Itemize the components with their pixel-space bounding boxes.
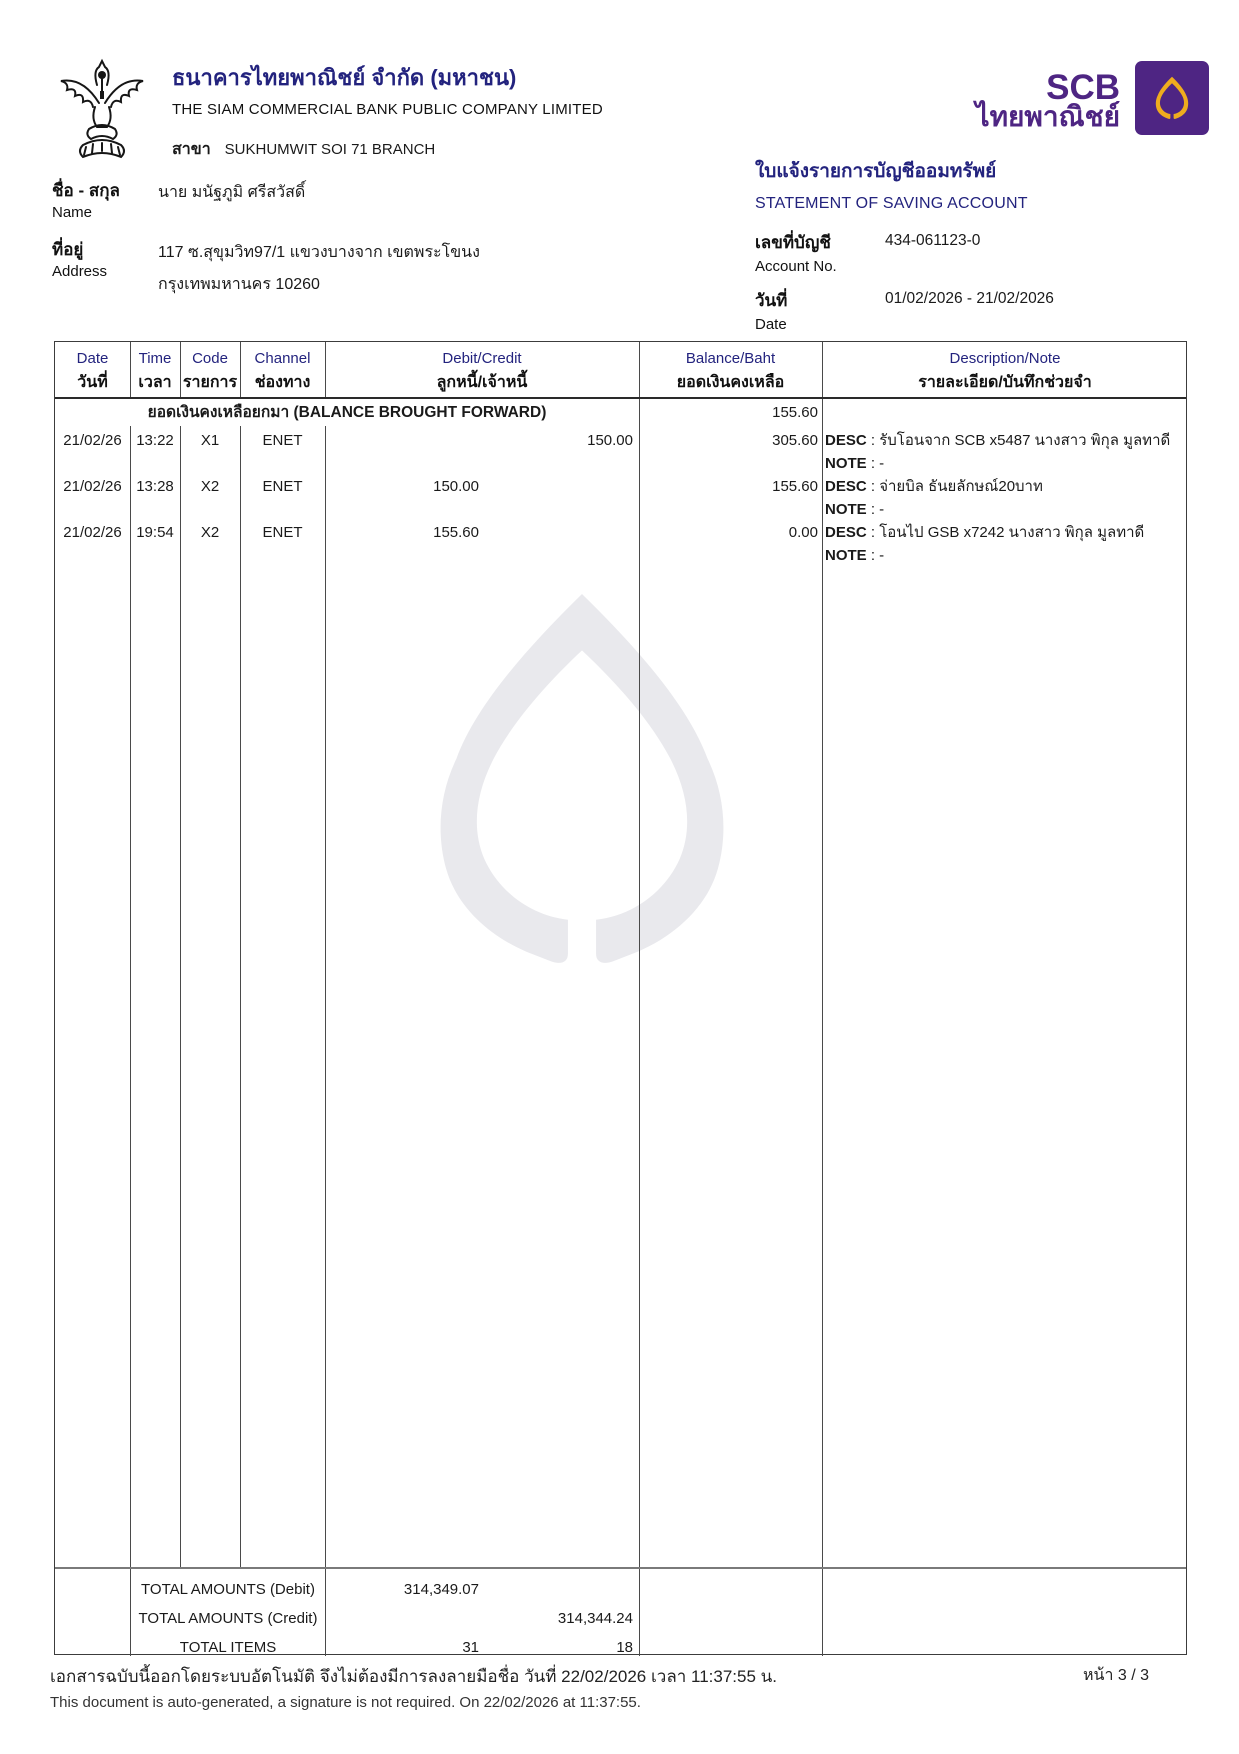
account-no-label-thai: เลขที่บัญชี <box>755 233 831 252</box>
col-header-date-en: Date <box>76 350 109 367</box>
note-text: : - <box>870 455 885 472</box>
garuda-emblem-icon <box>53 57 151 165</box>
scb-leaf-logo-icon <box>1135 61 1209 135</box>
txn-code: X1 <box>200 432 220 449</box>
footer-auto-generated-thai: เอกสารฉบับนี้ออกโดยระบบอัตโนมัติ จึงไม่ต้องมีการลงลายมือชื่อ วันที่ 22/02/2026 เวลา 11:37:55 น. <box>50 1667 778 1686</box>
note-text: : - <box>870 501 885 518</box>
address-label-thai: ที่อยู่ <box>52 240 84 259</box>
table-row <box>55 522 1188 568</box>
col-header-description-th: รายละเอียด/บันทึกช่วยจำ <box>918 374 1092 391</box>
total-credit-label: TOTAL AMOUNTS (Credit) <box>138 1610 318 1627</box>
total-items-label: TOTAL ITEMS <box>179 1639 277 1656</box>
note-text: : - <box>870 547 885 564</box>
txn-description <box>825 476 1185 498</box>
transactions-table <box>54 341 1187 1655</box>
total-debit-row <box>55 1575 1188 1604</box>
txn-debit: 155.60 <box>433 524 479 541</box>
note-label: NOTE <box>825 455 867 472</box>
statement-title-english: STATEMENT OF SAVING ACCOUNT <box>755 195 1028 212</box>
desc-text: : จ่ายบิล ธันยลักษณ์20บาท <box>870 478 1043 495</box>
account-no-value: 434-061123-0 <box>885 232 981 249</box>
txn-note <box>825 453 1185 475</box>
branch-row <box>172 137 435 162</box>
customer-address-line1: 117 ซ.สุขุมวิท97/1 แขวงบางจาก เขตพระโขนง <box>158 244 480 261</box>
name-label-english: Name <box>52 204 93 221</box>
date-label-english: Date <box>755 316 787 333</box>
txn-note <box>825 499 1185 521</box>
txn-time: 19:54 <box>136 524 174 541</box>
txn-balance: 0.00 <box>788 524 818 541</box>
total-items-row <box>55 1633 1188 1662</box>
col-header-debitcredit-th: ลูกหนี้/เจ้าหนี้ <box>436 374 528 391</box>
table-row <box>55 430 1188 476</box>
col-header-debitcredit-en: Debit/Credit <box>442 350 522 367</box>
col-header-description-en: Description/Note <box>949 350 1061 367</box>
customer-name-value: นาย มนัฐภูมิ ศรีสวัสดิ์ <box>158 184 306 201</box>
total-credit-row <box>55 1604 1188 1633</box>
col-header-channel-th: ช่องทาง <box>254 374 311 391</box>
txn-code: X2 <box>200 478 220 495</box>
address-label-english: Address <box>52 263 108 280</box>
page-number: หน้า 3 / 3 <box>1083 1667 1150 1684</box>
bank-name-thai: ธนาคารไทยพาณิชย์ จำกัด (มหาชน) <box>172 65 517 90</box>
col-header-time-th: เวลา <box>138 374 172 391</box>
txn-channel: ENET <box>262 524 303 541</box>
scb-logo-thai-wordmark: ไทยพาณิชย์ <box>975 101 1120 132</box>
total-credit-value: 314,344.24 <box>557 1610 633 1627</box>
col-header-balance-en: Balance/Baht <box>685 350 776 367</box>
account-no-label-english: Account No. <box>755 258 837 275</box>
txn-channel: ENET <box>262 478 303 495</box>
col-header-time-en: Time <box>138 350 172 367</box>
footer-auto-generated-english: This document is auto-generated, a signature is not required. On 22/02/2026 at 11:37:55. <box>50 1694 641 1711</box>
bank-name-english: THE SIAM COMMERCIAL BANK PUBLIC COMPANY LIMITED <box>172 101 603 118</box>
desc-label: DESC <box>825 524 867 541</box>
total-items-credit: 18 <box>616 1639 633 1656</box>
txn-debit: 150.00 <box>433 478 479 495</box>
txn-date: 21/02/26 <box>63 524 122 541</box>
table-row <box>55 476 1188 522</box>
txn-balance: 155.60 <box>772 478 818 495</box>
total-items-debit: 31 <box>462 1639 479 1656</box>
desc-label: DESC <box>825 478 867 495</box>
note-label: NOTE <box>825 547 867 564</box>
txn-credit: 150.00 <box>587 432 633 449</box>
branch-name: SUKHUMWIT SOI 71 BRANCH <box>224 141 436 158</box>
txn-description <box>825 430 1185 452</box>
balance-brought-forward-label: ยอดเงินคงเหลือยกมา (BALANCE BROUGHT FORWARD) <box>147 404 547 421</box>
txn-date: 21/02/26 <box>63 432 122 449</box>
customer-address-line2: กรุงเทพมหานคร 10260 <box>158 276 320 293</box>
txn-channel: ENET <box>262 432 303 449</box>
col-header-code-th: รายการ <box>182 374 238 391</box>
name-label-thai: ชื่อ - สกุล <box>52 181 120 200</box>
txn-date: 21/02/26 <box>63 478 122 495</box>
txn-code: X2 <box>200 524 220 541</box>
header-divider <box>55 397 1186 399</box>
date-range-value: 01/02/2026 - 21/02/2026 <box>885 290 1054 307</box>
total-debit-value: 314,349.07 <box>403 1581 479 1598</box>
date-label-thai: วันที่ <box>755 291 788 310</box>
desc-text: : โอนไป GSB x7242 นางสาว พิกุล มูลทาดี <box>870 524 1145 541</box>
statement-title-thai: ใบแจ้งรายการบัญชีออมทรัพย์ <box>755 161 997 182</box>
txn-time: 13:28 <box>136 478 174 495</box>
total-debit-label: TOTAL AMOUNTS (Debit) <box>141 1581 315 1598</box>
col-header-code-en: Code <box>192 350 228 367</box>
balance-brought-forward-value: 155.60 <box>772 404 818 421</box>
branch-label: สาขา <box>172 141 211 158</box>
scb-logo-wordmark: SCB <box>1046 68 1120 107</box>
totals-divider <box>55 1567 1186 1569</box>
desc-text: : รับโอนจาก SCB x5487 นางสาว พิกุล มูลทาดี <box>870 432 1171 449</box>
txn-balance: 305.60 <box>772 432 818 449</box>
desc-label: DESC <box>825 432 867 449</box>
txn-time: 13:22 <box>136 432 174 449</box>
txn-note <box>825 545 1185 567</box>
col-header-date-th: วันที่ <box>77 374 108 391</box>
note-label: NOTE <box>825 501 867 518</box>
col-header-channel-en: Channel <box>254 350 311 367</box>
col-header-balance-th: ยอดเงินคงเหลือ <box>676 374 785 391</box>
txn-description <box>825 522 1185 544</box>
